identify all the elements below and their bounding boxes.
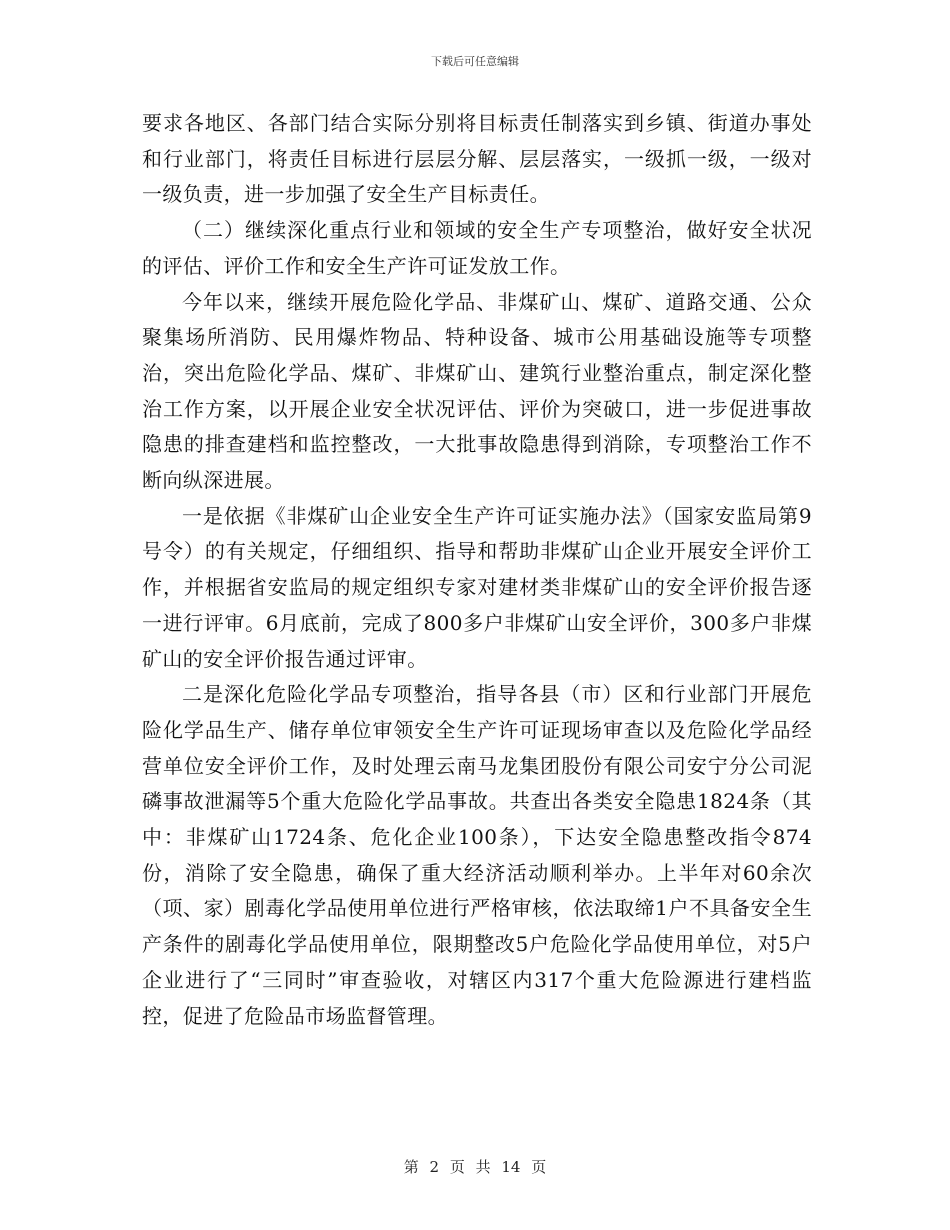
paragraph-4: 一是依据《非煤矿山企业安全生产许可证实施办法》（国家安监局第9号令）的有关规定，仔细组织、指导和帮助非煤矿山企业开展安全评价工作，并根据省安监局的规定组织专家对建材类非煤矿山的安全评价报告逐一进行评审。6月底前，完成了800多户非煤矿山安全评价，300多户非煤矿山的安全评价报告通过评审。 [142, 503, 812, 671]
paragraph-1: 要求各地区、各部门结合实际分别将目标责任制落实到乡镇、街道办事处和行业部门，将责任目标进行层层分解、层层落实，一级抓一级，一级对一级负责，进一步加强了安全生产目标责任。 [142, 111, 812, 207]
paragraph-2: （二）继续深化重点行业和领域的安全生产专项整治，做好安全状况的评估、评价工作和安全生产许可证发放工作。 [142, 218, 812, 278]
paragraph-3: 今年以来，继续开展危险化学品、非煤矿山、煤矿、道路交通、公众聚集场所消防、民用爆炸物品、特种设备、城市公用基础设施等专项整治，突出危险化学品、煤矿、非煤矿山、建筑行业整治重点，制定深化整治工作方案，以开展企业安全状况评估、评价为突破口，进一步促进事故隐患的排查建档和监控整改，一大批事故隐患得到消除，专项整治工作不断向纵深进展。 [142, 289, 812, 493]
document-body [142, 106, 812, 1034]
paragraph-5: 二是深化危险化学品专项整治，指导各县（市）区和行业部门开展危险化学品生产、储存单位审领安全生产许可证现场审查以及危险化学品经营单位安全评价工作，及时处理云南马龙集团股份有限公司安宁分公司泥磷事故泄漏等5个重大危险化学品事故。共查出各类安全隐患1824条（其中：非煤矿山1724条、危化企业100条），下达安全隐患整改指令874份，消除了安全隐患，确保了重大经济活动顺利举办。上半年对60余次（项、家）剧毒化学品使用单位进行严格审核，依法取缔1户不具备安全生产条件的剧毒化学品使用单位，限期整改5户危险化学品使用单位，对5户企业进行了“三同时”审查验收，对辖区内317个重大危险源进行建档监控，促进了危险品市场监督管理。 [142, 682, 812, 1028]
header-note: 下载后可任意编辑 [431, 55, 519, 68]
page-number: 第 2 页 共 14 页 [403, 1158, 547, 1176]
